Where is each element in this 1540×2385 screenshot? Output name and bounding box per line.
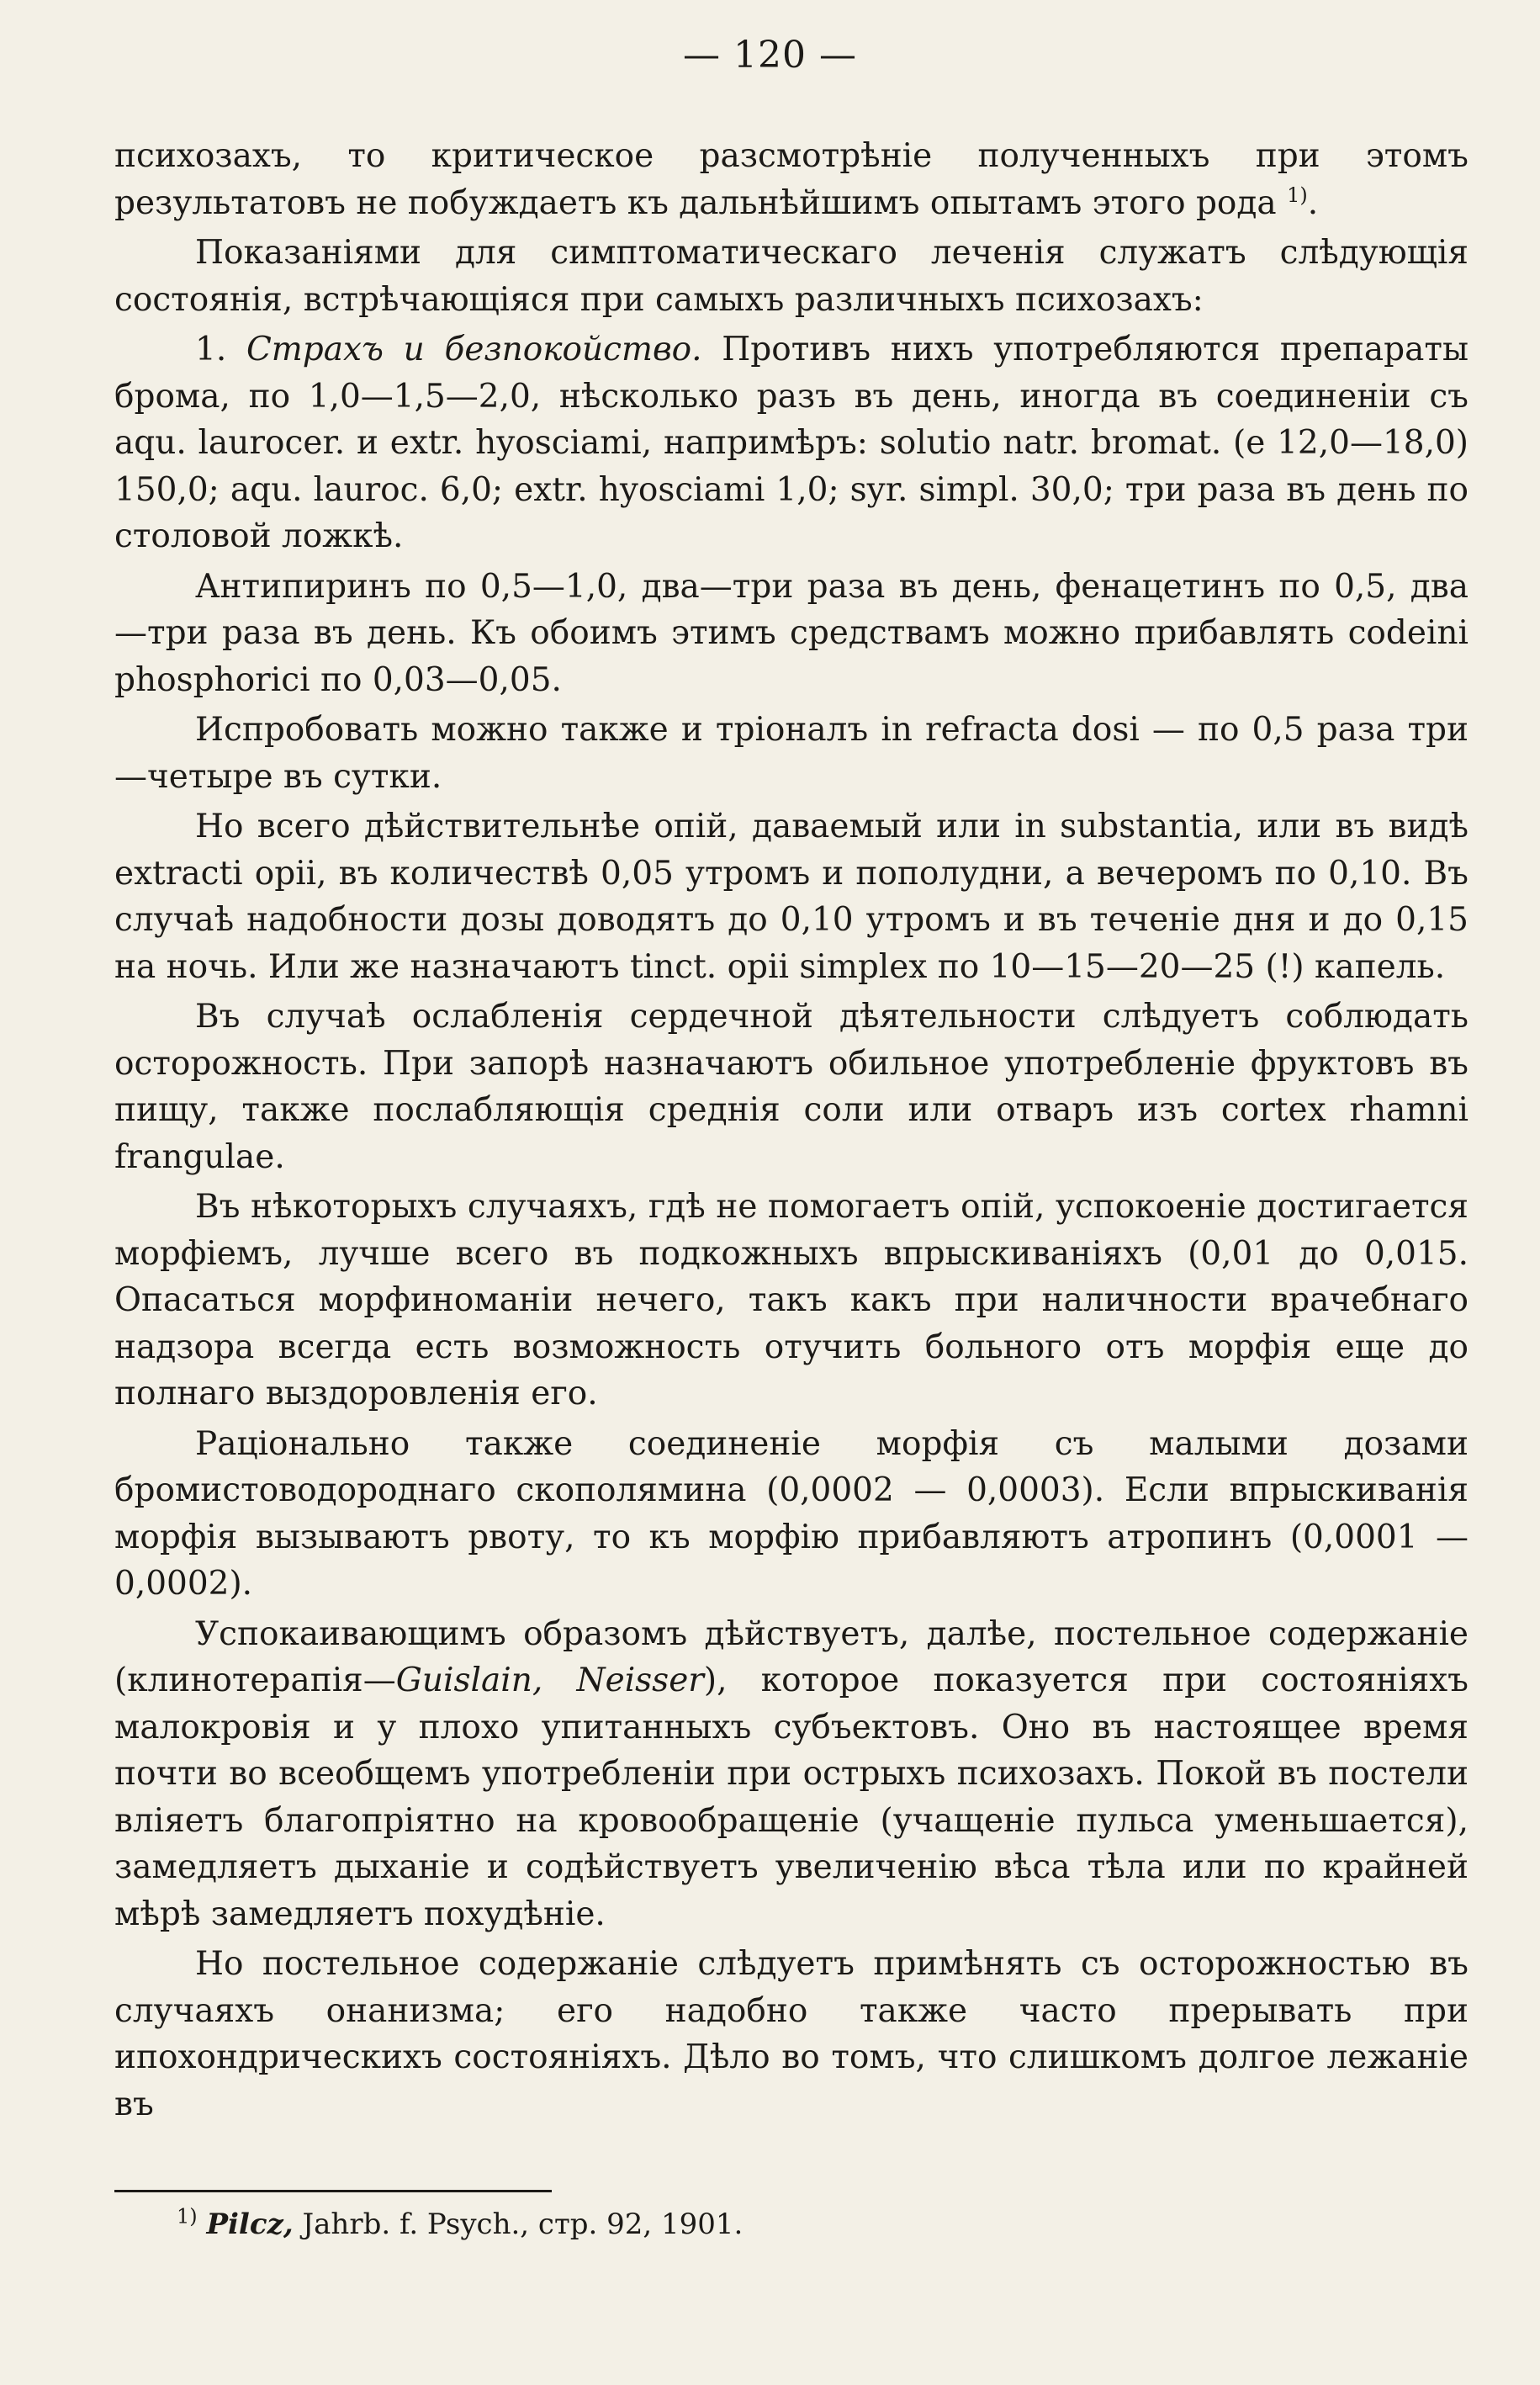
footnote-marker: 1) [177, 2204, 198, 2229]
author-names: Guislain, Neisser [395, 1662, 704, 1699]
paragraph-scopolamine: Раціонально также соединеніе морфія съ малыми дозами бромистоводороднаго скополямина (0,0002 — 0,0003). Если впрыскиванія морфія вызываютъ рвоту, то къ морфію прибавляютъ атропинъ (0,0001 —0,0002). [114, 1424, 1469, 1603]
paragraph-opium: Но всего дѣйствительнѣе опій, даваемый или in substantia, или въ видѣ extracti opii, въ количествѣ 0,05 утромъ и пополудни, а вечеромъ по 0,10. Въ случаѣ надобности дозы доводятъ до 0,10 утромъ и въ теченіе дня и до 0,15 на ночь. Или же назначаютъ tinct. opii simplex по 10—15—20—25 (!) капель. [114, 808, 1469, 986]
paragraph-text: психозахъ, то критическое разсмотрѣніе полученныхъ при этомъ результатовъ не побуждаетъ къ дальнѣйшимъ опытамъ этого рода [114, 137, 1469, 222]
paragraph-fear [114, 326, 1469, 560]
paragraph-indications: Показаніями для симптоматическаго леченія служатъ слѣдующія состоянія, встрѣчающіяся при самыхъ различныхъ психозахъ: [114, 234, 1469, 319]
paragraph-caution: Но постельное содержаніе слѣдуетъ примѣнять съ осторожностью въ случаяхъ онанизма; его надобно также часто прерывать при ипохондрическихъ состояніяхъ. Дѣло во томъ, что слишкомъ долгое лежаніе въ [114, 1945, 1469, 2123]
paragraph-trional: Испробовать можно также и тріоналъ in refracta dosi — по 0,5 раза три—четыре въ сутки. [114, 711, 1469, 796]
paragraph-heart: Въ случаѣ ослабленія сердечной дѣятельности слѣдуетъ соблюдать осторожность. При запорѣ назначаютъ обильное употребленіе фруктовъ въ пищу, также послабляющія среднія соли или отваръ изъ cortex rhamni frangulae. [114, 998, 1469, 1176]
body-text [114, 133, 1469, 2131]
footnote-ref: 1) [1287, 183, 1308, 207]
paragraph-text: ), которое показуется при состояніяхъ малокровія и у плохо упитанныхъ субъектовъ. Оно въ настоящее время почти во всеобщемъ употребленіи при острыхъ психозахъ. Покой въ постели вліяетъ благопріятно на кровообращеніе (учащеніе пульса уменьшается), замедляетъ дыханіе и содѣйствуетъ увеличенію вѣса тѣла или по крайней мѣрѣ замедляетъ похудѣніе. [114, 1662, 1469, 1933]
item-title: Страхъ и безпокойство. [246, 331, 702, 368]
footnote-divider [114, 2190, 552, 2192]
footnote-author: Pilcz, [206, 2207, 294, 2241]
footnote [177, 2206, 743, 2243]
paragraph-text: Противъ нихъ употребляются препараты брома, по 1,0—1,5—2,0, нѣсколько разъ въ день, иногда въ соединеніи съ aqu. laurocer. и extr. hyosciami, напримѣръ: solutio natr. bromat. (e 12,0—18,0) 150,0; aqu. lauroc. 6,0; extr. hyosciami 1,0; syr. simpl. 30,0; три раза въ день по столовой ложкѣ. [114, 331, 1469, 555]
paragraph-morphine: Въ нѣкоторыхъ случаяхъ, гдѣ не помогаетъ опій, успокоеніе достигается морфіемъ, лучше всего въ подкожныхъ впрыскиваніяхъ (0,01 до 0,015. Опасаться морфиноманіи нечего, такъ какъ при наличности врачебнаго надзора всегда есть возможность отучить больного отъ морфія еще до полнаго выздоровленія его. [114, 1188, 1469, 1412]
page-number: — 120 — [683, 34, 857, 77]
paragraph-bed-rest [114, 1611, 1469, 1938]
paragraph-antipyrin: Антипиринъ по 0,5—1,0, два—три раза въ день, фенацетинъ по 0,5, два—три раза въ день. Къ обоимъ этимъ средствамъ можно прибавлять codeini phosphorici по 0,03—0,05. [114, 567, 1469, 699]
item-number: 1. [195, 331, 227, 368]
footnote-reference: Jahrb. f. Psych., стр. 92, 1901. [302, 2207, 744, 2241]
paragraph-text: Успокаивающимъ образомъ дѣйствуетъ, далѣе, постельное содержаніе (клинотерапія— [114, 1614, 1469, 1699]
paragraph-continuation: психозахъ, то критическое разсмотрѣніе полученныхъ при этомъ результатовъ не побуждаетъ къ дальнѣйшимъ опытамъ этого рода $^{1)}$. [114, 137, 1469, 222]
